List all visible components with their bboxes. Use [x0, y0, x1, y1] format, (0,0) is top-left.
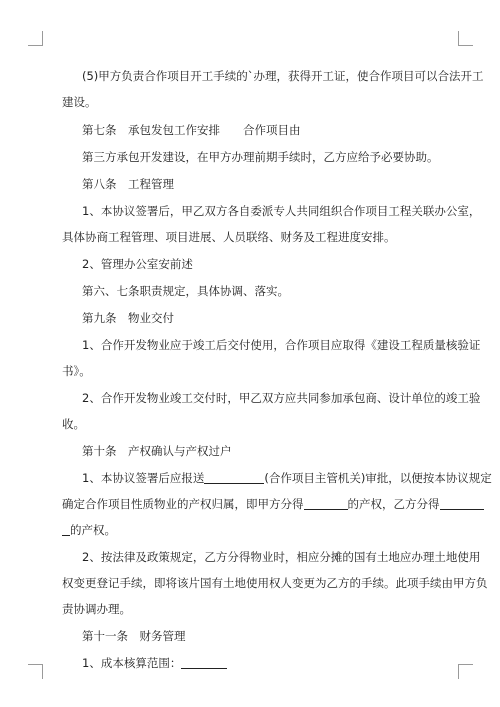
- paragraph-line: 第三方承包开发建设，在甲方办理前期手续时，乙方应给予必要协助。: [82, 150, 439, 164]
- text-run: 的产权。: [70, 523, 116, 537]
- paragraph-line: 收。: [62, 417, 85, 431]
- article-8-title: 第八条 工程管理: [82, 177, 174, 191]
- fill-in-blank: [304, 497, 348, 510]
- paragraph-line: [62, 496, 484, 512]
- fill-in-blank: [204, 471, 264, 484]
- crop-mark-bottom-left: [28, 664, 43, 679]
- paragraph-line: [62, 522, 116, 538]
- article-9-title: 第九条 物业交付: [82, 311, 174, 325]
- paragraph-line: [82, 470, 492, 486]
- text-run: 确定合作项目性质物业的产权归属，即甲方分得: [62, 497, 304, 511]
- article-7-title: 第七条 承包发包工作安排 合作项目由: [82, 123, 301, 137]
- text-run: (合作项目主管机关)审批，以便按本协议规定: [264, 471, 492, 485]
- paragraph-line: [82, 655, 227, 671]
- paragraph-line: 1、本协议签署后，甲乙双方各自委派专人共同组织合作项目工程关联办公室，: [82, 204, 481, 218]
- paragraph-line: 第六、七条职责规定，具体协调、落实。: [82, 284, 289, 298]
- fill-in-blank: [62, 523, 70, 536]
- paragraph-line: 书》。: [62, 364, 91, 378]
- text-run: 1、成本核算范围：: [82, 656, 182, 670]
- crop-mark-top-left: [28, 31, 43, 46]
- paragraph-line: 2、合作开发物业竣工交付时，甲乙双方应共同参加承包商、设计单位的竣工验: [82, 391, 481, 405]
- text-run: 1、本协议签署后应报送: [82, 471, 205, 485]
- paragraph-line: 责协调办理。: [62, 602, 131, 616]
- text-run: 的产权，乙方分得: [347, 497, 440, 511]
- article-11-title: 第十一条 财务管理: [82, 629, 186, 643]
- paragraph-line: 具体协商工程管理、项目进展、人员联络、财务及工程进度安排。: [62, 230, 396, 244]
- paragraph-line: 2、按法律及政策规定，乙方分得物业时，相应分摊的国有土地应办理土地使用: [82, 550, 481, 564]
- paragraph-line: (5)甲方负责合作项目开工手续的`办理，获得开工证，使合作项目可以合法开工: [82, 69, 484, 83]
- fill-in-blank: [181, 656, 227, 669]
- fill-in-blank: [440, 497, 484, 510]
- paragraph-line: 2、管理办公室安前述: [82, 257, 193, 271]
- article-10-title: 第十条 产权确认与产权过户: [82, 444, 232, 458]
- paragraph-line: 建设。: [62, 95, 97, 109]
- crop-mark-top-right: [458, 31, 473, 46]
- paragraph-line: 权变更登记手续，即将该片国有土地使用权人变更为乙方的手续。此项手续由甲方负: [62, 576, 488, 590]
- crop-mark-bottom-right: [458, 664, 473, 679]
- paragraph-line: 1、合作开发物业应于竣工后交付使用，合作项目应取得《建设工程质量核验证: [82, 338, 481, 352]
